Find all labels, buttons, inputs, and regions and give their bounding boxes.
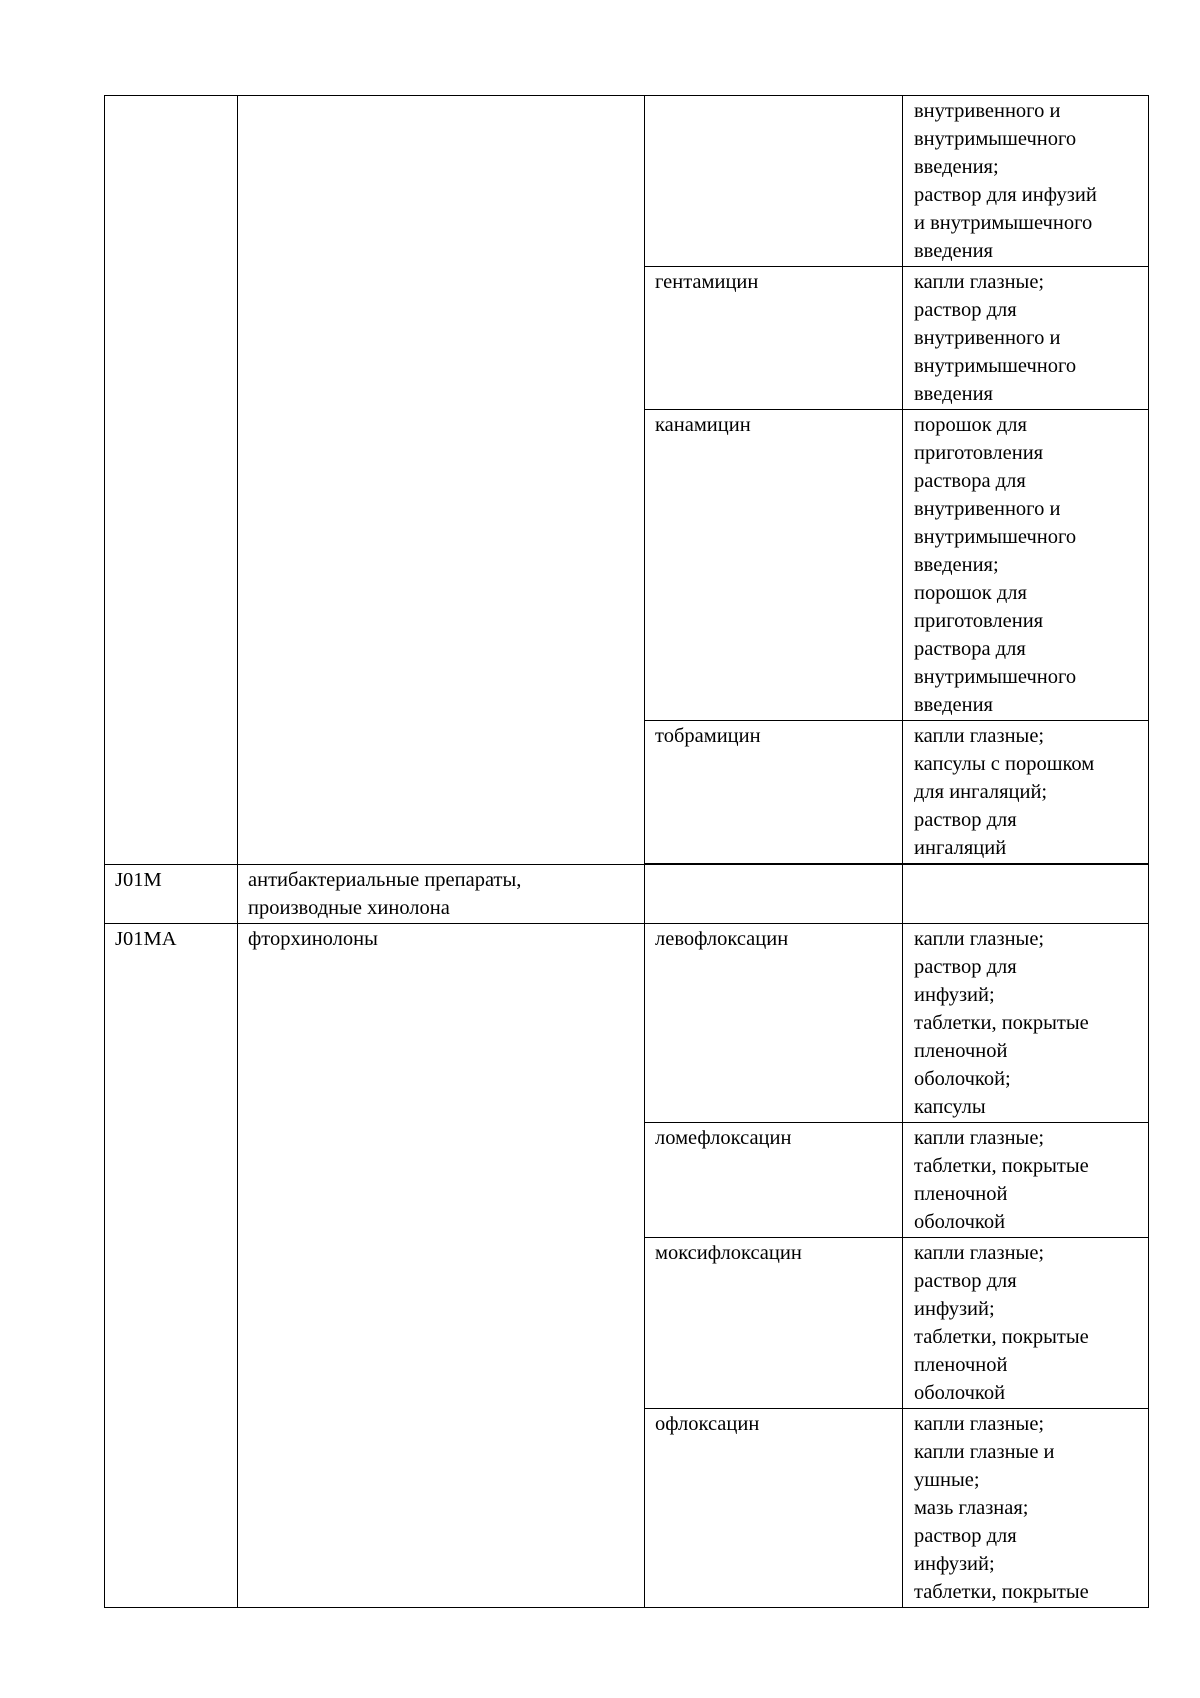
table-row	[105, 923, 1149, 1122]
drug-name-cell: гентамицин	[645, 267, 903, 410]
atc-code-cell: J01MA	[105, 923, 238, 1607]
dosage-form-cell: капли глазные; раствор для внутривенного и внутримышечного введения	[903, 267, 1149, 410]
dosage-form-cell	[903, 864, 1149, 923]
dosage-form-cell: капли глазные; капли глазные и ушные; мазь глазная; раствор для инфузий; таблетки, покрытые	[903, 1408, 1149, 1607]
atc-code-cell: J01M	[105, 864, 238, 923]
drug-name-cell: ломефлоксацин	[645, 1122, 903, 1237]
group-name-cell: антибактериальные препараты, производные хинолона	[238, 864, 645, 923]
drug-name-cell	[645, 96, 903, 267]
group-name-cell: фторхинолоны	[238, 923, 645, 1607]
dosage-form-cell: внутривенного и внутримышечного введения; раствор для инфузий и внутримышечного введения	[903, 96, 1149, 267]
drug-name-cell: офлоксацин	[645, 1408, 903, 1607]
drug-name-cell: левофлоксацин	[645, 923, 903, 1122]
drug-name-cell	[645, 864, 903, 923]
group-name-cell	[238, 96, 645, 865]
dosage-form-cell: капли глазные; раствор для инфузий; таблетки, покрытые пленочной оболочкой	[903, 1237, 1149, 1408]
drug-name-cell: канамицин	[645, 410, 903, 721]
dosage-form-cell: капли глазные; таблетки, покрытые пленочной оболочкой	[903, 1122, 1149, 1237]
atc-code-cell	[105, 96, 238, 865]
table-row	[105, 96, 1149, 267]
dosage-form-cell: порошок для приготовления раствора для внутривенного и внутримышечного введения; порошок для приготовления раствора для внутримышечного введения	[903, 410, 1149, 721]
drug-name-cell: тобрамицин	[645, 721, 903, 865]
medication-table	[104, 95, 1149, 1608]
dosage-form-cell: капли глазные; капсулы с порошком для ингаляций; раствор для ингаляций	[903, 721, 1149, 865]
table-row	[105, 864, 1149, 923]
drug-name-cell: моксифлоксацин	[645, 1237, 903, 1408]
dosage-form-cell: капли глазные; раствор для инфузий; таблетки, покрытые пленочной оболочкой; капсулы	[903, 923, 1149, 1122]
